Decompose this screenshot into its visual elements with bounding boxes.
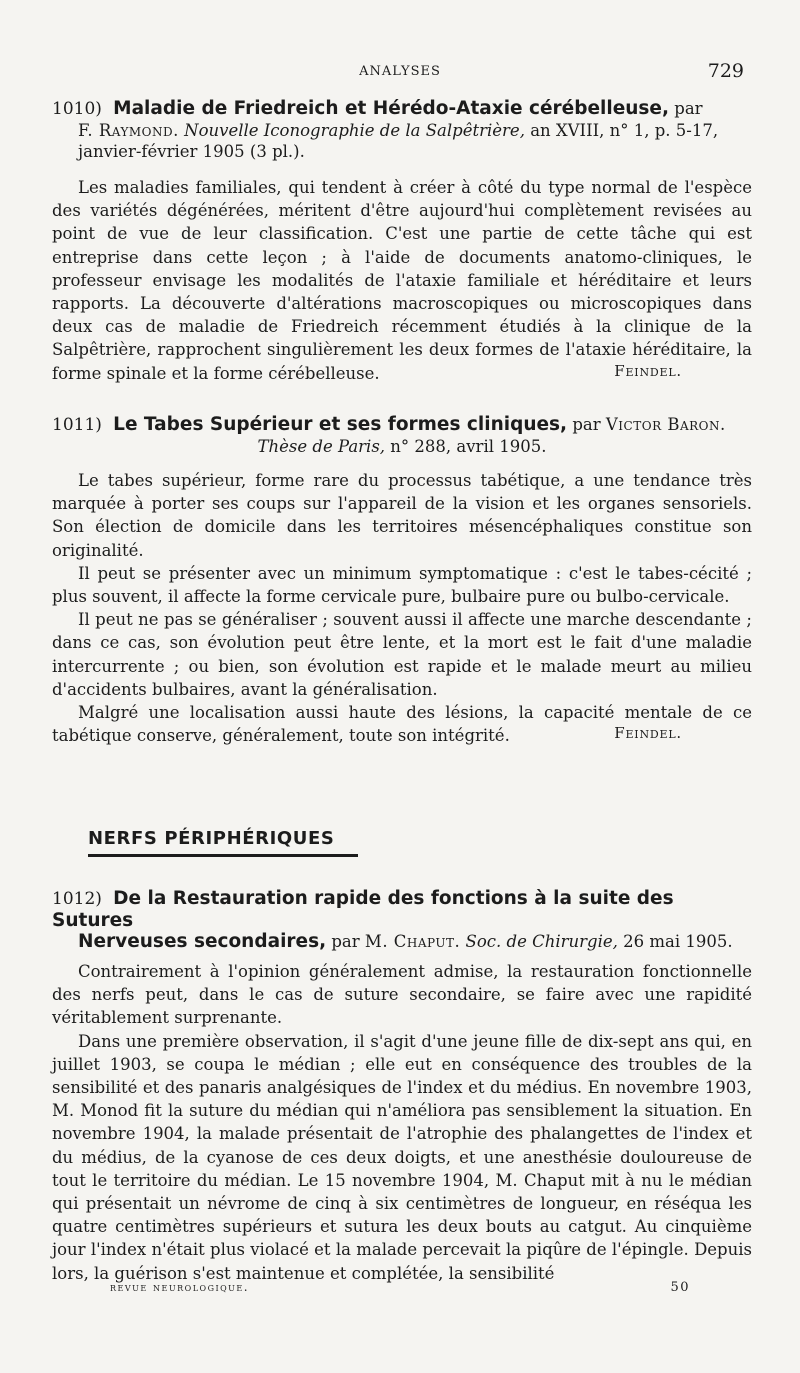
entry-journal: Soc. de Chirurgie, (465, 932, 618, 951)
entry-author: M. Chaput. (364, 932, 461, 951)
entry-details: n° 288, avril 1905. (390, 437, 547, 456)
entry-title: Le Tabes Supérieur et ses formes cliniques, (113, 414, 568, 435)
entry-heading (52, 888, 752, 952)
abstract-entry-1011 (52, 414, 752, 746)
entry-title-line1: De la Restauration rapide des fonctions à la suite des Sutures (52, 888, 674, 931)
entry-paragraph: Dans une première observation, il s'agit d'une jeune fille de dix-sept ans qui, en juillet 1903, se coupa le médian ; elle eut en conséquence des troubles de la sensibilité et des panaris analgésiques de l'index et du médius. En novembre 1903, M. Monod fit la suture du médian qui n'améliora pas sensiblement la situation. En novembre 1904, la malade présentait de l'atrophie des phalangettes de l'index et du médius, de la cyanose de ces deux doigts, et une anesthésie douloureuse de tout le territoire du médian. Le 15 novembre 1904, M. Chaput mit à nu le médian qui présentait un névrome de cinq à six centimètres de longueur, en réséqua les quatre centimètres supérieurs et sutura les deux bouts au catgut. Au cinquième jour l'index n'était plus violacé et la malade percevait la piqûre de l'épingle. Depuis lors, la guérison s'est maintenue et complétée, la sensibilité (52, 1031, 752, 1283)
entry-paragraph: Le tabes supérieur, forme rare du processus tabétique, a une tendance très marquée à porter ses coups sur l'appareil de la vision et les organes sensoriels. Son élection de domicile dans les territoires mésencéphaliques constitue son originalité. (52, 471, 752, 560)
page-footer (110, 1280, 690, 1294)
entry-title: Maladie de Friedreich et Hérédo-Ataxie cérébelleuse, (113, 98, 670, 119)
entry-heading (52, 98, 752, 162)
entry-journal: Thèse de Paris, (257, 437, 386, 456)
entry-paragraph: Contrairement à l'opinion généralement admise, la restauration fonctionnelle des nerfs peut, dans le cas de suture secondaire, se faire avec une rapidité véritablement surprenante. (52, 962, 752, 1028)
section-underline (88, 854, 358, 857)
page-number: 729 (707, 60, 744, 82)
section-heading (88, 828, 368, 857)
abstract-entry-1010 (52, 98, 752, 383)
entry-heading (52, 414, 752, 457)
entry-details: 26 mai 1905. (623, 932, 733, 951)
footer-sheet-number: 50 (670, 1280, 690, 1295)
entry-journal: Nouvelle Iconographie de la Salpêtrière, (184, 121, 525, 140)
running-title: ANALYSES (359, 64, 441, 79)
entry-paragraph: Les maladies familiales, qui tendent à créer à côté du type normal de l'espèce des variétés dégénérées, méritent d'être aujourd'hui complètement revisées au point de vue de leur classification. C'est une partie de cette tâche qui est entreprise dans cette leçon ; à l'aide de documents anatomo-cliniques, le professeur envisage les modalités de l'ataxie familiale et héréditaire et leurs rapports. La découverte d'altérations macroscopiques ou microscopiques dans deux cas de maladie de Friedreich récemment étudiés à la clinique de la Salpêtrière, rapprochent singulièrement les deux formes de l'ataxie héréditaire, la forme spinale et la forme cérébelleuse. (52, 178, 752, 383)
page-header (50, 60, 750, 88)
entry-signature: Feindel. (614, 724, 682, 743)
footer-journal: revue neurologique. (110, 1280, 250, 1294)
entry-number: 1012) (52, 889, 102, 909)
author-prefix: par (331, 932, 360, 951)
entry-paragraph: Malgré une localisation aussi haute des lésions, la capacité mentale de ce tabétique conserve, généralement, toute son intégrité. (52, 703, 752, 746)
entry-number: 1011) (52, 415, 102, 435)
entry-paragraph: Il peut ne pas se généraliser ; souvent aussi il affecte une marche descendante ; dans ce cas, son évolution peut être lente, et la mort est le fait d'une maladie intercurrente ; ou bien, son évolution est rapide et le malade meurt au milieu d'accidents bulbaires, avant la généralisation. (52, 610, 752, 699)
entry-details: an XVIII, n° 1, p. 5-17, janvier-février 1905 (3 pl.). (78, 121, 719, 161)
abstract-entry-1012 (52, 888, 752, 1285)
entry-author: Victor Baron. (605, 415, 726, 434)
author-prefix: par (674, 99, 703, 118)
entry-signature: Feindel. (614, 361, 682, 380)
entry-author: F. Raymond. (78, 121, 179, 140)
entry-number: 1010) (52, 99, 102, 119)
entry-paragraph: Il peut se présenter avec un minimum symptomatique : c'est le tabes-cécité ; plus souvent, il affecte la forme cervicale pure, bulbaire pure ou bulbo-cervicale. (52, 563, 752, 607)
section-label: NERFS PÉRIPHÉRIQUES (88, 828, 335, 849)
author-prefix: par (572, 415, 601, 434)
entry-title-line2: Nerveuses secondaires, (78, 931, 327, 952)
